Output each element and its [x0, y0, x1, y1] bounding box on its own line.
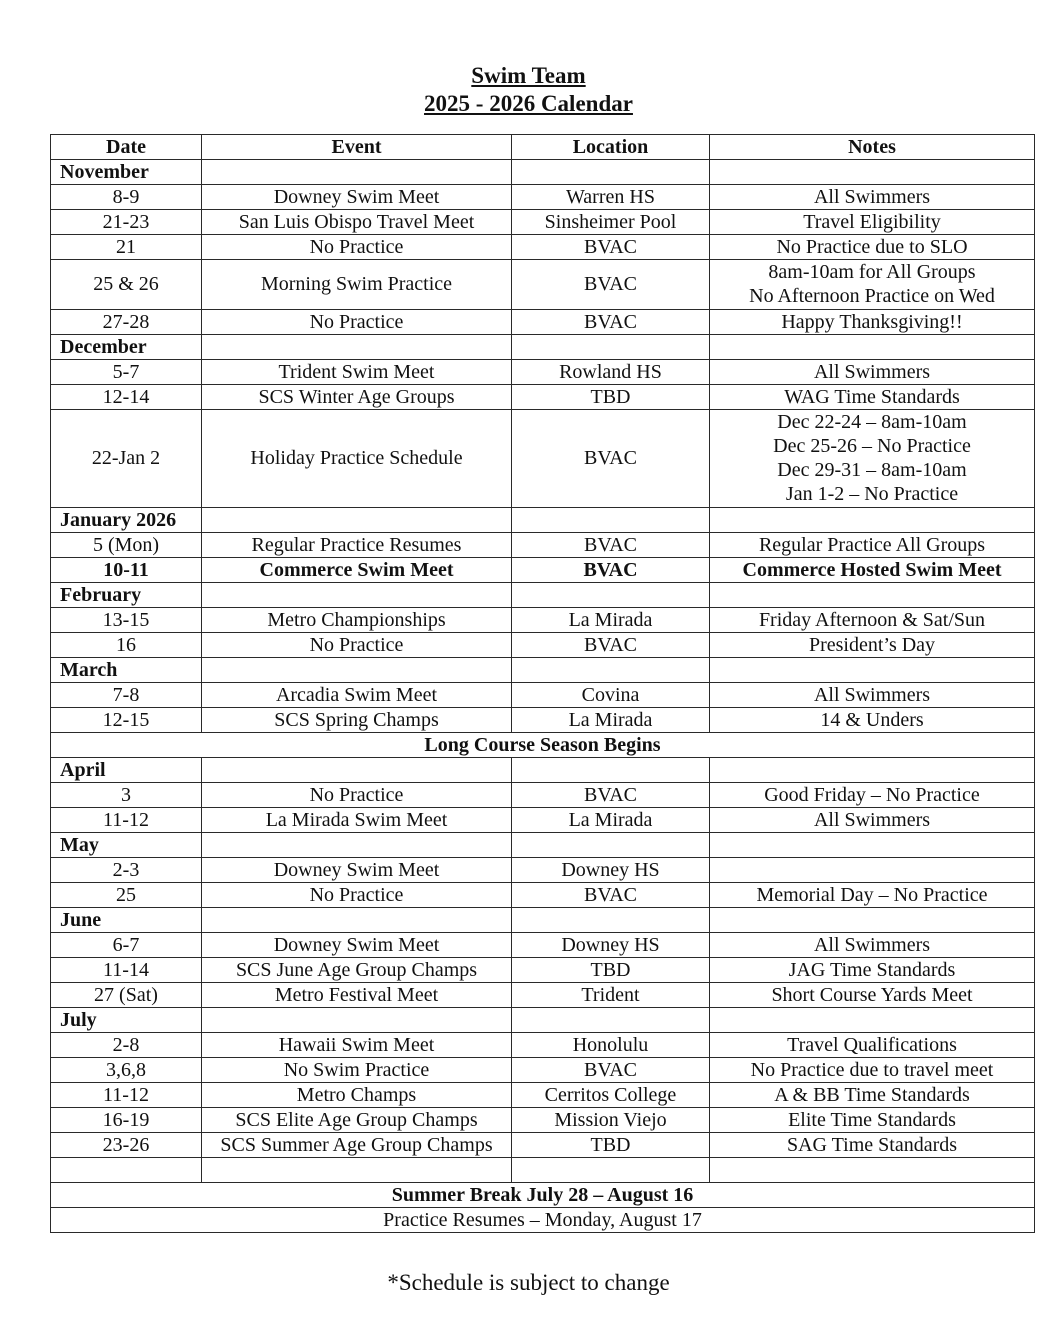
table-row — [51, 309, 1035, 334]
table-row — [51, 707, 1035, 732]
month-label: July — [51, 1007, 202, 1032]
cell-date: 23-26 — [51, 1132, 202, 1157]
cell-location: Warren HS — [512, 185, 710, 210]
table-row — [51, 982, 1035, 1007]
table-row — [51, 532, 1035, 557]
banner-row-long-course — [51, 732, 1035, 757]
cell-event: Downey Swim Meet — [202, 932, 512, 957]
cell-date: 22-Jan 2 — [51, 409, 202, 507]
cell-event: No Swim Practice — [202, 1057, 512, 1082]
cell-location: BVAC — [512, 1057, 710, 1082]
cell-event: Downey Swim Meet — [202, 857, 512, 882]
cell-event: Downey Swim Meet — [202, 185, 512, 210]
cell-notes: All Swimmers — [710, 807, 1035, 832]
cell-event: Morning Swim Practice — [202, 260, 512, 310]
notes-line: 8am-10am for All Groups — [768, 261, 976, 283]
cell-date: 8-9 — [51, 185, 202, 210]
cell-notes: Happy Thanksgiving!! — [710, 309, 1035, 334]
cell-date: 16 — [51, 632, 202, 657]
table-row — [51, 932, 1035, 957]
cell-date: 11-12 — [51, 807, 202, 832]
cell-location: Rowland HS — [512, 359, 710, 384]
cell-event: La Mirada Swim Meet — [202, 807, 512, 832]
column-header-location: Location — [512, 135, 710, 160]
table-row — [51, 409, 1035, 507]
cell-date: 21-23 — [51, 210, 202, 235]
month-label: April — [51, 757, 202, 782]
cell-notes: All Swimmers — [710, 932, 1035, 957]
notes-line: Dec 22-24 – 8am-10am — [777, 410, 967, 433]
month-row-july — [51, 1007, 1035, 1032]
banner-row-summer-break — [51, 1182, 1035, 1207]
cell-location: BVAC — [512, 782, 710, 807]
cell-date: 3,6,8 — [51, 1057, 202, 1082]
cell-location: BVAC — [512, 309, 710, 334]
month-row-january — [51, 507, 1035, 532]
cell-event: Commerce Swim Meet — [202, 557, 512, 582]
cell-notes — [710, 857, 1035, 882]
table-row — [51, 260, 1035, 310]
cell-date: 5-7 — [51, 359, 202, 384]
cell-notes: All Swimmers — [710, 682, 1035, 707]
month-row-june — [51, 907, 1035, 932]
notes-line: Dec 25-26 – No Practice — [773, 434, 971, 457]
cell-event: San Luis Obispo Travel Meet — [202, 210, 512, 235]
table-row — [51, 807, 1035, 832]
table-row — [51, 359, 1035, 384]
cell-location: BVAC — [512, 235, 710, 260]
cell-location: BVAC — [512, 260, 710, 310]
cell-date: 27 (Sat) — [51, 982, 202, 1007]
cell-notes: President’s Day — [710, 632, 1035, 657]
cell-event: SCS Summer Age Group Champs — [202, 1132, 512, 1157]
month-row-march — [51, 657, 1035, 682]
cell-event: Regular Practice Resumes — [202, 532, 512, 557]
cell-date: 27-28 — [51, 309, 202, 334]
cell-notes: All Swimmers — [710, 185, 1035, 210]
cell-date: 5 (Mon) — [51, 532, 202, 557]
table-row — [51, 384, 1035, 409]
cell-location: La Mirada — [512, 707, 710, 732]
empty-row — [51, 1157, 1035, 1182]
cell-date: 25 & 26 — [51, 260, 202, 310]
cell-event: Metro Festival Meet — [202, 982, 512, 1007]
cell-notes: Memorial Day – No Practice — [710, 882, 1035, 907]
long-course-banner: Long Course Season Begins — [51, 732, 1035, 757]
cell-notes: JAG Time Standards — [710, 957, 1035, 982]
cell-date: 25 — [51, 882, 202, 907]
cell-date: 7-8 — [51, 682, 202, 707]
title-line-team: Swim Team — [471, 63, 586, 88]
cell-location: Trident — [512, 982, 710, 1007]
cell-event: Trident Swim Meet — [202, 359, 512, 384]
month-label: June — [51, 907, 202, 932]
cell-location: Honolulu — [512, 1032, 710, 1057]
cell-event: No Practice — [202, 309, 512, 334]
table-row — [51, 1032, 1035, 1057]
month-label: March — [51, 657, 202, 682]
cell-date: 3 — [51, 782, 202, 807]
table-row — [51, 857, 1035, 882]
notes-line: Jan 1-2 – No Practice — [785, 483, 959, 506]
table-row — [51, 557, 1035, 582]
cell-event: SCS Winter Age Groups — [202, 384, 512, 409]
month-label: May — [51, 832, 202, 857]
cell-event: No Practice — [202, 882, 512, 907]
calendar-body — [51, 160, 1035, 1233]
cell-notes: Friday Afternoon & Sat/Sun — [710, 607, 1035, 632]
cell-location: Downey HS — [512, 857, 710, 882]
cell-notes: No Practice due to travel meet — [710, 1057, 1035, 1082]
table-row — [51, 1082, 1035, 1107]
cell-location: BVAC — [512, 557, 710, 582]
cell-date: 2-3 — [51, 857, 202, 882]
cell-event: Metro Champs — [202, 1082, 512, 1107]
cell-date: 2-8 — [51, 1032, 202, 1057]
cell-notes: Commerce Hosted Swim Meet — [710, 557, 1035, 582]
cell-date: 12-15 — [51, 707, 202, 732]
table-row — [51, 1057, 1035, 1082]
cell-notes: Travel Qualifications — [710, 1032, 1035, 1057]
cell-notes: WAG Time Standards — [710, 384, 1035, 409]
cell-date: 11-14 — [51, 957, 202, 982]
cell-date: 21 — [51, 235, 202, 260]
table-row — [51, 210, 1035, 235]
cell-location: La Mirada — [512, 807, 710, 832]
cell-date: 10-11 — [51, 557, 202, 582]
cell-event: No Practice — [202, 782, 512, 807]
cell-location: TBD — [512, 1132, 710, 1157]
cell-notes: Good Friday – No Practice — [710, 782, 1035, 807]
cell-notes: No Practice due to SLO — [710, 235, 1035, 260]
cell-event: Hawaii Swim Meet — [202, 1032, 512, 1057]
cell-date: 12-14 — [51, 384, 202, 409]
column-header-event: Event — [202, 135, 512, 160]
month-label: December — [51, 334, 202, 359]
month-row-november — [51, 160, 1035, 185]
table-row — [51, 882, 1035, 907]
notes-line: No Afternoon Practice on Wed — [749, 285, 995, 308]
document-title — [0, 62, 1057, 118]
cell-location: BVAC — [512, 409, 710, 507]
cell-date: 16-19 — [51, 1107, 202, 1132]
cell-location: Covina — [512, 682, 710, 707]
cell-location: Downey HS — [512, 932, 710, 957]
month-label: February — [51, 582, 202, 607]
month-row-december — [51, 334, 1035, 359]
cell-notes: A & BB Time Standards — [710, 1082, 1035, 1107]
header-row — [51, 135, 1035, 160]
table-row — [51, 185, 1035, 210]
cell-notes: SAG Time Standards — [710, 1132, 1035, 1157]
cell-location: Cerritos College — [512, 1082, 710, 1107]
schedule-disclaimer: *Schedule is subject to change — [387, 1270, 670, 1295]
table-row — [51, 1107, 1035, 1132]
cell-notes: Regular Practice All Groups — [710, 532, 1035, 557]
notes-line: Dec 29-31 – 8am-10am — [777, 459, 967, 482]
cell-event: Metro Championships — [202, 607, 512, 632]
cell-event: SCS June Age Group Champs — [202, 957, 512, 982]
title-line-calendar: 2025 - 2026 Calendar — [424, 91, 633, 116]
cell-notes: Travel Eligibility — [710, 210, 1035, 235]
column-header-notes: Notes — [710, 135, 1035, 160]
table-row — [51, 607, 1035, 632]
cell-notes: 14 & Unders — [710, 707, 1035, 732]
cell-location: Mission Viejo — [512, 1107, 710, 1132]
cell-location: TBD — [512, 384, 710, 409]
cell-location: TBD — [512, 957, 710, 982]
cell-event: No Practice — [202, 235, 512, 260]
table-row — [51, 1132, 1035, 1157]
cell-date: 11-12 — [51, 1082, 202, 1107]
cell-event: Holiday Practice Schedule — [202, 409, 512, 507]
practice-resumes-banner: Practice Resumes – Monday, August 17 — [51, 1207, 1035, 1232]
month-label: January 2026 — [51, 507, 202, 532]
table-row — [51, 957, 1035, 982]
cell-notes — [710, 260, 1035, 310]
cell-notes: Elite Time Standards — [710, 1107, 1035, 1132]
cell-event: Arcadia Swim Meet — [202, 682, 512, 707]
cell-notes: All Swimmers — [710, 359, 1035, 384]
cell-event: SCS Elite Age Group Champs — [202, 1107, 512, 1132]
column-header-date: Date — [51, 135, 202, 160]
cell-notes: Short Course Yards Meet — [710, 982, 1035, 1007]
table-row — [51, 235, 1035, 260]
cell-notes — [710, 409, 1035, 507]
cell-location: Sinsheimer Pool — [512, 210, 710, 235]
summer-break-banner: Summer Break July 28 – August 16 — [51, 1182, 1035, 1207]
month-row-may — [51, 832, 1035, 857]
month-row-february — [51, 582, 1035, 607]
table-row — [51, 682, 1035, 707]
cell-date: 13-15 — [51, 607, 202, 632]
cell-location: La Mirada — [512, 607, 710, 632]
banner-row-practice-resumes — [51, 1207, 1035, 1232]
calendar-table — [50, 134, 1035, 1233]
cell-event: No Practice — [202, 632, 512, 657]
cell-location: BVAC — [512, 882, 710, 907]
table-row — [51, 632, 1035, 657]
month-row-april — [51, 757, 1035, 782]
cell-location: BVAC — [512, 632, 710, 657]
month-label: November — [51, 160, 202, 185]
cell-location: BVAC — [512, 532, 710, 557]
cell-event: SCS Spring Champs — [202, 707, 512, 732]
cell-date: 6-7 — [51, 932, 202, 957]
table-row — [51, 782, 1035, 807]
